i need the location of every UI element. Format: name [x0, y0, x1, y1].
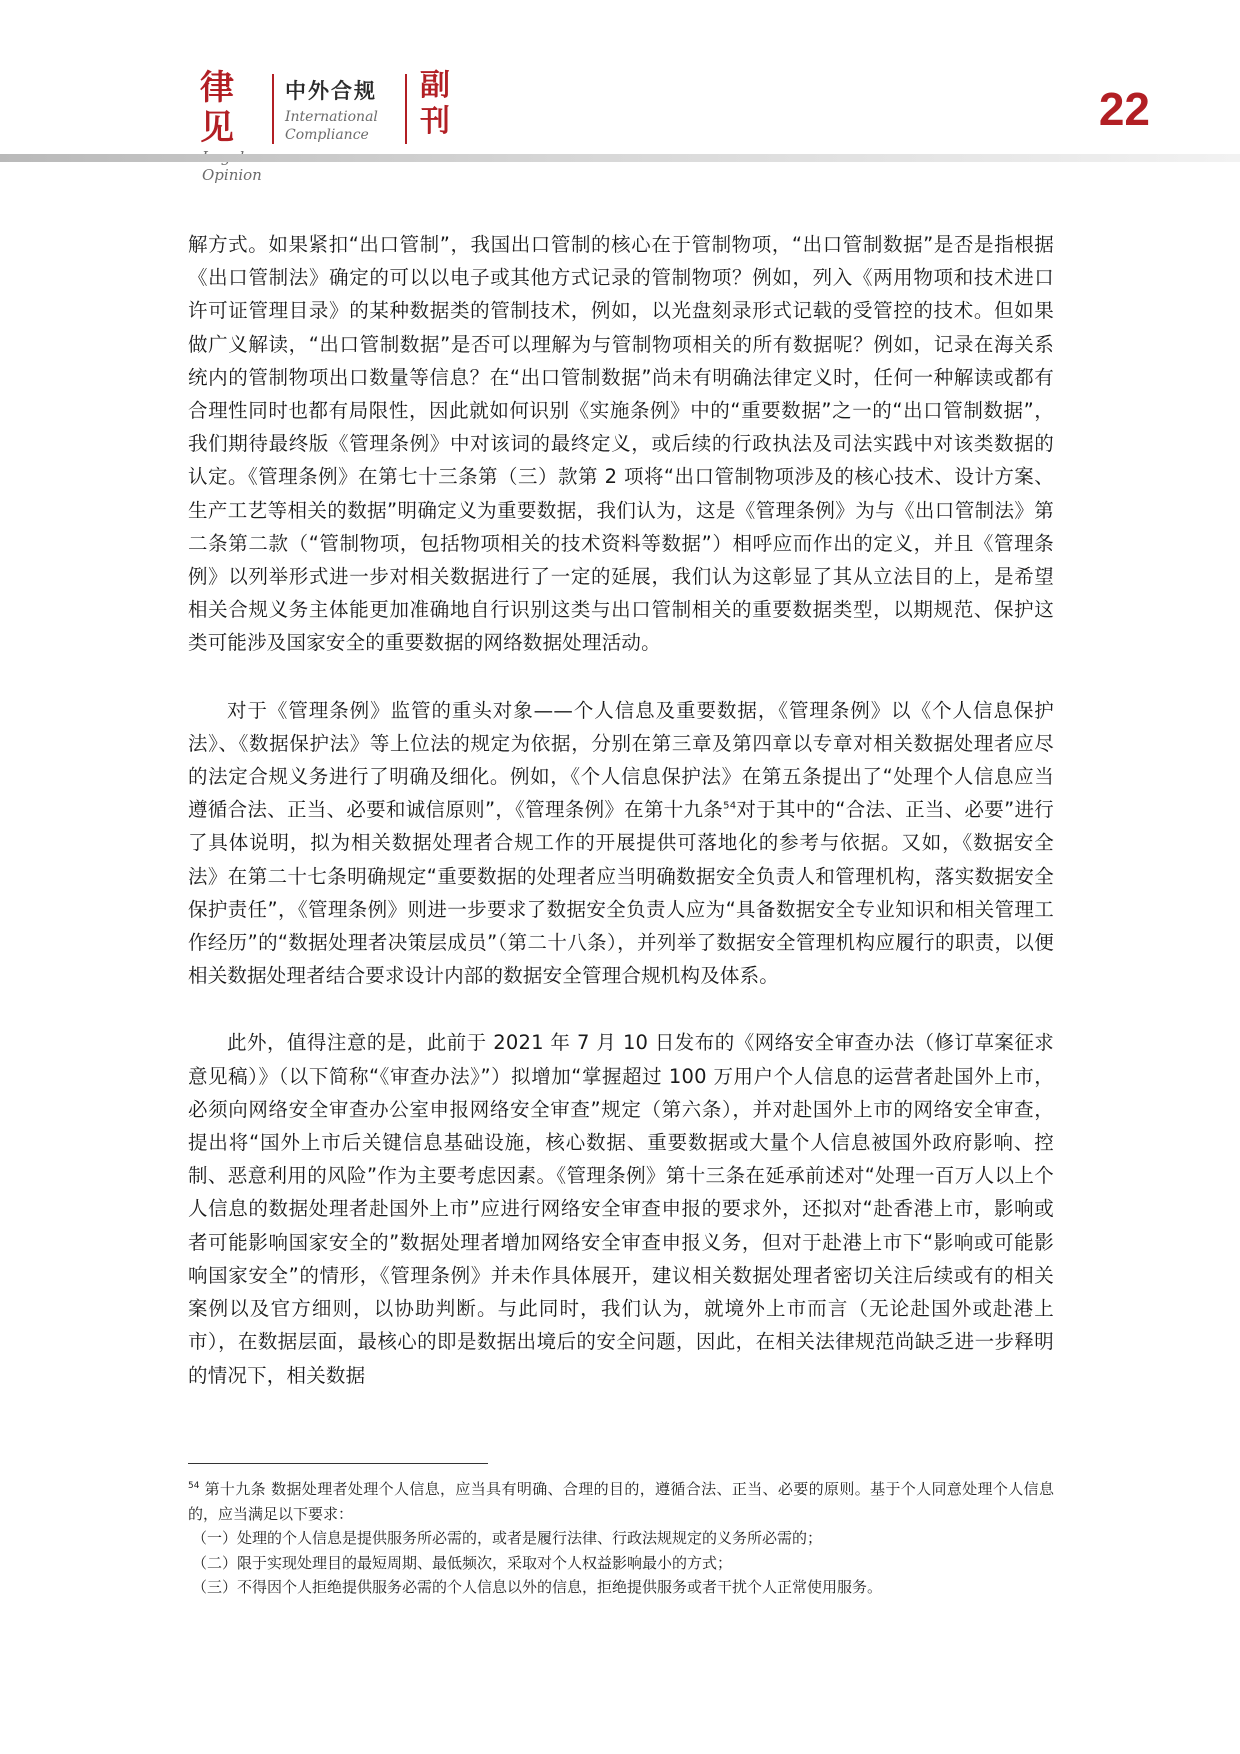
- logo-en-compliance: Compliance: [285, 127, 369, 143]
- page-number: 22: [1098, 83, 1150, 135]
- footnote-text: [188, 1474, 1054, 1526]
- logo-supplement: [420, 68, 460, 140]
- footnote-item-2: （二）限于实现处理目的最短周期、最低频次，采取对个人权益影响最小的方式；: [192, 1553, 733, 1572]
- logo-cn-compliance: 中外合规: [285, 79, 377, 103]
- body-text: [188, 228, 1054, 1392]
- logo-cn-lvjian: 律见: [200, 68, 236, 148]
- page-header: [0, 0, 1240, 184]
- logo-en-opinion: Opinion: [202, 166, 262, 184]
- paragraph-2: [188, 694, 1054, 993]
- logo-legal-opinion: [200, 68, 262, 184]
- header-rule: [0, 154, 1240, 162]
- logo-divider: [405, 74, 407, 144]
- logo-en-international: International: [285, 109, 378, 125]
- footnote-reference[interactable]: 54: [723, 800, 737, 812]
- logo-international-compliance: [285, 68, 395, 144]
- paragraph-1: 解方式。如果紧扣“出口管制”，我国出口管制的核心在于管制物项，“出口管制数据”是否是指根据《出口管制法》确定的可以以电子或其他方式记录的管制物项？例如，列入《两用物项和技术进口许可证管理目录》的某种数据类的管制技术，例如，以光盘刻录形式记载的受管控的技术。但如果做广义解读，“出口管制数据”是否可以理解为与管制物项相关的所有数据呢？例如，记录在海关系统内的管制物项出口数量等信息？在“出口管制数据”尚未有明确法律定义时，任何一种解读或都有合理性同时也都有局限性，因此就如何识别《实施条例》中的“重要数据”之一的“出口管制数据”，我们期待最终版《管理条例》中对该词的最终定义，或后续的行政执法及司法实践中对该类数据的认定。《管理条例》在第七十三条第（三）款第 2 项将“出口管制物项涉及的核心技术、设计方案、生产工艺等相关的数据”明确定义为重要数据，我们认为，这是《管理条例》为与《出口管制法》第二条第二款（“管制物项，包括物项相关的技术资料等数据”）相呼应而作出的定义，并且《管理条例》以列举形式进一步对相关数据进行了一定的延展，我们认为这彰显了其从立法目的上，是希望相关合规义务主体能更加准确地自行识别这类与出口管制相关的重要数据类型，以期规范、保护这类可能涉及国家安全的重要数据的网络数据处理活动。: [188, 233, 1054, 655]
- paragraph-2-part-b: 对于其中的“合法、正当、必要”进行了具体说明，拟为相关数据处理者合规工作的开展提供可落地化的参考与依据。又如，《数据安全法》在第二十七条明确规定“重要数据的处理者应当明确数据安全负责人和管理机构，落实数据安全保护责任”，《管理条例》则进一步要求了数据安全负责人应为“具备数据安全专业知识和相关管理工作经历”的“数据处理者决策层成员”（第二十八条），并列举了数据安全管理机构应履行的职责，以便相关数据处理者结合要求设计内部的数据安全管理合规机构及体系。: [188, 798, 1054, 988]
- logo-cn-fu: 副: [420, 68, 452, 103]
- paragraph-3: 此外，值得注意的是，此前于 2021 年 7 月 10 日发布的《网络安全审查办法（修订草案征求意见稿）》（以下简称“《审查办法》”）拟增加“掌握超过 100 万用户个人信息的运营者赴国外上市，必须向网络安全审查办公室申报网络安全审查”规定（第六条），并对赴国外上市的网络安全审查，提出将“国外上市后关键信息基础设施，核心数据、重要数据或大量个人信息被国外政府影响、控制、恶意利用的风险”作为主要考虑因素。《管理条例》第十三条在延承前述对“处理一百万人以上个人信息的数据处理者赴国外上市”应进行网络安全审查申报的要求外，还拟对“赴香港上市，影响或者可能影响国家安全的”数据处理者增加网络安全审查申报义务，但对于赴港上市下“影响或可能影响国家安全”的情形，《管理条例》并未作具体展开，建议相关数据处理者密切关注后续或有的相关案例以及官方细则，以协助判断。与此同时，我们认为，就境外上市而言（无论赴国外或赴港上市），在数据层面，最核心的即是数据出境后的安全问题，因此，在相关法律规范尚缺乏进一步释明的情况下，相关数据: [188, 1031, 1054, 1387]
- footnote-item-1: （一）处理的个人信息是提供服务所必需的，或者是履行法律、行政法规规定的义务所必需的；: [192, 1529, 823, 1547]
- logo-divider: [272, 74, 274, 144]
- footnote-separator: [188, 1463, 488, 1464]
- paragraph-2-part-a: 对于《管理条例》监管的重头对象——个人信息及重要数据，《管理条例》以《个人信息保护法》、《数据保护法》等上位法的规定为依据，分别在第三章及第四章以专章对相关数据处理者应尽的法定合规义务进行了明确及细化。例如，《个人信息保护法》在第五条提出了“处理个人信息应当遵循合法、正当、必要和诚信原则”，《管理条例》在第十九条: [188, 698, 1054, 822]
- footnote-mark: 54: [188, 1481, 200, 1491]
- logo-cn-kan: 刊: [420, 104, 452, 139]
- footnote-body: 第十九条 数据处理者处理个人信息，应当具有明确、合理的目的，遵循合法、正当、必要的原则。基于个人同意处理个人信息的，应当满足以下要求：: [188, 1480, 1054, 1523]
- footnote: [188, 1474, 1054, 1600]
- footnote-item-3: （三）不得因个人拒绝提供服务必需的个人信息以外的信息，拒绝提供服务或者干扰个人正常使用服务。: [192, 1578, 883, 1596]
